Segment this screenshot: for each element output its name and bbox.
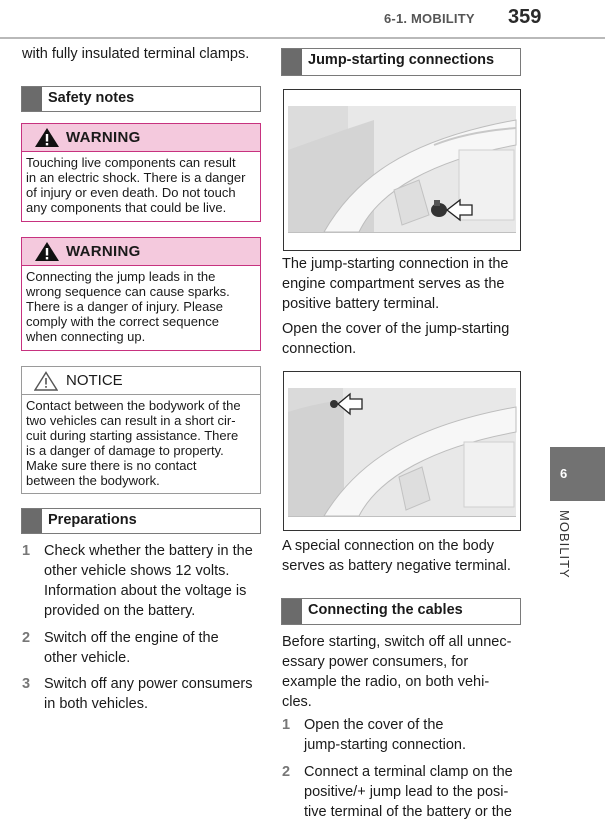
step-text [304, 762, 513, 822]
notice-text [22, 395, 260, 488]
header-divider [0, 37, 605, 39]
text-line: of injury or even death. Do not touch [26, 185, 236, 200]
warning-text [22, 266, 260, 344]
section-title: 6-1. MOBILITY [384, 11, 475, 26]
text-line: Open the cover of the [304, 717, 444, 733]
list-item [22, 628, 262, 668]
heading-bar [282, 599, 302, 624]
heading-bar [282, 49, 302, 75]
positive-terminal-text [282, 254, 527, 314]
text-line: Touching live components can result [26, 155, 236, 170]
text-line: any components that could be live. [26, 200, 227, 215]
text-line: between the bodywork. [26, 473, 160, 488]
notice-box [21, 366, 261, 494]
text-line: A special connection on the body [282, 538, 495, 554]
text-line: Connect a terminal clamp on the [304, 764, 513, 780]
text-line: example the radio, on both vehi- [282, 674, 490, 690]
text-line: cuit during starting assistance. There [26, 428, 239, 443]
before-starting-text [282, 632, 527, 712]
text-line: engine compartment serves as the [282, 276, 505, 292]
step-number: 1 [282, 717, 291, 733]
text-line: other vehicle shows 12 volts. [44, 563, 230, 579]
text-line: Contact between the bodywork of the [26, 398, 241, 413]
body-negative-terminal-photo [283, 371, 521, 531]
text-line: connection. [282, 341, 357, 357]
connecting-cables-heading [281, 598, 521, 625]
text-line: tive terminal of the battery or the [304, 804, 512, 820]
list-item [282, 762, 527, 824]
intro-text: with fully insulated terminal clamps. [22, 46, 250, 62]
notice-header [22, 367, 260, 395]
heading-text: Safety notes [48, 90, 135, 106]
list-item [282, 715, 527, 755]
notice-label: NOTICE [66, 372, 123, 389]
list-item [22, 541, 262, 621]
warning-header [22, 238, 260, 266]
text-line: provided on the battery. [44, 603, 196, 619]
text-line: Information about the voltage is [44, 583, 247, 599]
text-line: jump-starting connection. [304, 737, 466, 753]
text-line: when connecting up. [26, 329, 146, 344]
chapter-number: 6 [560, 466, 568, 481]
step-number: 2 [22, 630, 31, 646]
warning-header [22, 124, 260, 152]
text-line: Open the cover of the jump-starting [282, 321, 510, 337]
step-text [44, 674, 252, 714]
text-line: in an electric shock. There is a danger [26, 170, 246, 185]
step-text [44, 628, 219, 668]
warning-icon [34, 127, 60, 148]
body-photo-drawing [284, 372, 519, 529]
preparations-heading [21, 508, 261, 534]
text-line: Check whether the battery in the [44, 543, 253, 559]
warning-label: WARNING [66, 243, 141, 260]
heading-text: Preparations [48, 512, 137, 528]
text-line: Connecting the jump leads in the [26, 269, 216, 284]
step-number: 3 [22, 676, 31, 692]
engine-photo-drawing [284, 90, 519, 249]
heading-bar [22, 509, 42, 533]
text-line: essary power consumers, for [282, 654, 469, 670]
text-line: positive battery terminal. [282, 296, 440, 312]
heading-bar [22, 87, 42, 111]
text-line: Before starting, switch off all unnec- [282, 634, 512, 650]
text-line: There is a danger of injury. Please [26, 299, 224, 314]
heading-text: Jump-starting connections [308, 52, 495, 68]
text-line: Make sure there is no contact [26, 458, 197, 473]
warning-box-electric [21, 123, 261, 222]
heading-text: Connecting the cables [308, 602, 463, 618]
step-text [44, 541, 253, 621]
step-text [304, 715, 466, 755]
text-line: other vehicle. [44, 650, 131, 666]
text-line: wrong sequence can cause sparks. [26, 284, 230, 299]
text-line: Switch off any power consumers [44, 676, 253, 692]
text-line: serves as battery negative terminal. [282, 558, 511, 574]
text-line: The jump-starting connection in the [282, 256, 509, 272]
warning-box-sequence [21, 237, 261, 351]
open-cover-text [282, 319, 527, 359]
caution-icon [34, 371, 58, 391]
jump-starting-heading [281, 48, 521, 76]
text-line: comply with the correct sequence [26, 314, 219, 329]
page-number: 359 [508, 6, 542, 28]
engine-positive-terminal-photo [283, 89, 521, 251]
chapter-tab[interactable] [550, 447, 605, 501]
negative-terminal-text [282, 536, 527, 576]
text-line: two vehicles can result in a short cir- [26, 413, 236, 428]
safety-notes-heading [21, 86, 261, 112]
text-line: Switch off the engine of the [44, 630, 219, 646]
text-line: positive/+ jump lead to the posi- [304, 784, 509, 800]
step-number: 1 [22, 543, 31, 559]
list-item [22, 674, 262, 714]
warning-label: WARNING [66, 129, 141, 146]
text-line: cles. [282, 694, 312, 710]
warning-text [22, 152, 260, 215]
chapter-label: MOBILITY [557, 510, 572, 579]
step-number: 2 [282, 764, 291, 780]
warning-icon [34, 241, 60, 262]
text-line: is a danger of damage to property. [26, 443, 224, 458]
text-line: in both vehicles. [44, 696, 148, 712]
